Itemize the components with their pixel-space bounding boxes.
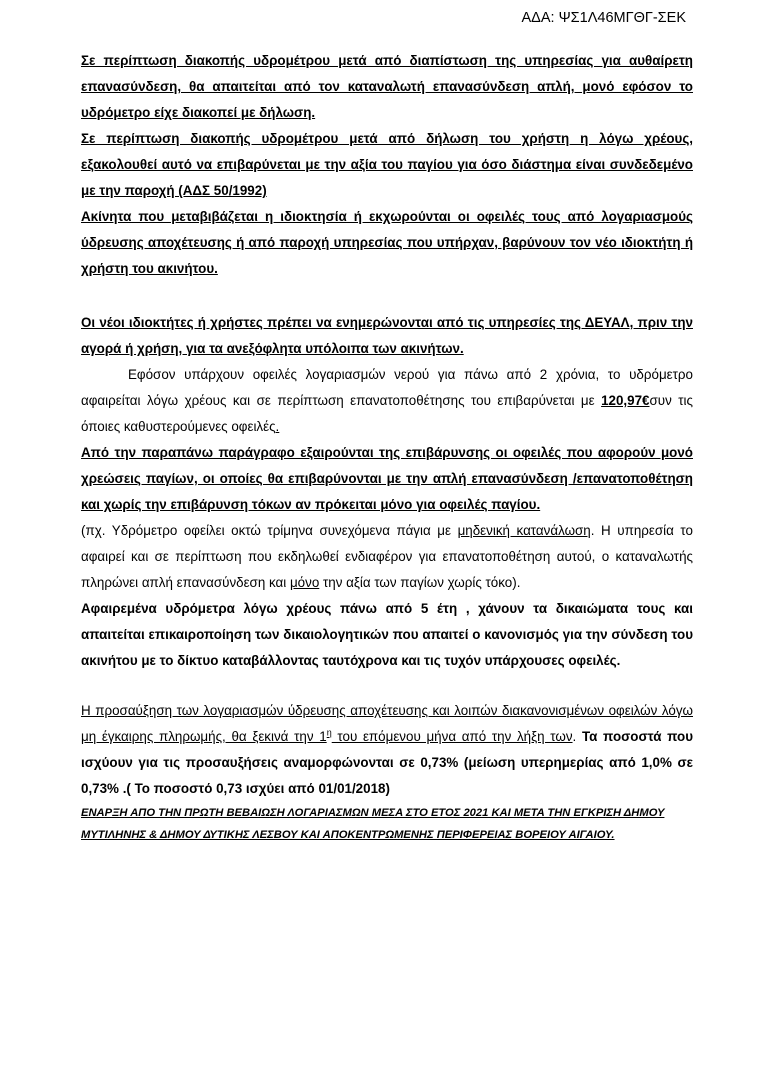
paragraph-property-transfer: Ακίνητα που μεταβιβάζεται η ιδιοκτησία ή εκχωρούνται οι οφειλές τους από λογαριασμούς ύδρευσης αποχέτευσης ή από παροχή υπηρεσίας που υπήρχαν, βαρύνουν τον νέο ιδιοκτήτη ή χρήστη του ακινήτου. xyxy=(81,209,693,276)
paragraph-disconnection-declared: Σε περίπτωση διακοπής υδρομέτρου μετά από δήλωση του χρήστη η λόγω χρέους, εξακολουθεί αυτό να επιβαρύνεται με την αξία του παγίου για όσο διάστημα είναι συνδεδεμένο με την παροχή (ΑΔΣ 50/1992) xyxy=(81,131,693,198)
paragraph-meter-removal xyxy=(81,362,693,440)
spacer xyxy=(81,282,693,310)
example-text-b: . Η υπηρεσία το αφαιρεί και σε περίπτωση που εκδηλωθεί ενδιαφέρον για επανατοποθέτηση αυτού, ο καταναλωτής πληρώνει απλή επανασύνδεση και xyxy=(81,523,693,590)
ada-code: ΑΔΑ: ΨΣ1Λ46ΜΓΘΓ-ΣΕΚ xyxy=(521,10,686,26)
example-zero-consumption: μηδενική κατανάλωση xyxy=(457,523,591,538)
example-text-a: (πχ. Υδρόμετρο οφείλει οκτώ τρίμηνα συνεχόμενα πάγια με xyxy=(81,523,458,538)
surcharge-text-b: του επόμενου μήνα από την λήξη των xyxy=(331,729,573,744)
surcharge-text-c: . xyxy=(572,729,582,744)
spacer xyxy=(81,674,693,698)
surcharge-rates: Τα ποσοστά που ισχύουν για τις προσαυξήσεις αναμορφώνονται σε 0,73% (μείωση υπερημερίας από 1,0% σε 0,73% .( Το ποσοστό 0,73 ισχύει από 01/01/2018) xyxy=(81,729,694,796)
meter-removal-text: Εφόσον υπάρχουν οφειλές λογαριασμών νερού για πάνω από 2 χρόνια, το υδρόμετρο αφαιρείται λόγω χρέους και σε περίπτωση επανατοποθέτησης του επιβαρύνεται με xyxy=(81,367,693,408)
document-body xyxy=(81,48,693,846)
paragraph-start-2021: ΕΝΑΡΞΗ ΑΠΟ ΤΗΝ ΠΡΩΤΗ ΒΕΒΑΙΩΣΗ ΛΟΓΑΡΙΑΣΜΩΝ ΜΕΣΑ ΣΤΟ ΕΤΟΣ 2021 ΚΑΙ ΜΕΤΑ ΤΗΝ ΕΓΚΡΙΣΗ ΔΗΜΟΥ ΜΥΤΙΛΗΝΗΣ & ΔΗΜΟΥ ΔΥΤΙΚΗΣ ΛΕΣΒΟΥ ΚΑΙ ΑΠΟΚΕΝΤΡΩΜΕΝΗΣ ΠΕΡΙΦΕΡΕΙΑΣ ΒΟΡΕΙΟΥ ΑΙΓΑΙΟΥ. xyxy=(81,807,665,841)
meter-removal-text-end: συν τις όποιες καθυστερούμενες οφειλές xyxy=(81,393,693,434)
paragraph-exemption: Από την παραπάνω παράγραφο εξαιρούνται της επιβάρυνσης οι οφειλές που αφορούν μονό χρεώσεις παγίων, οι οποίες θα επιβαρύνονται με την απλή επανασύνδεση /επανατοποθέτηση και χωρίς την επιβάρυνση τόκων αν πρόκειται μόνο για οφειλές παγίου. xyxy=(81,445,693,512)
paragraph-example xyxy=(81,518,693,596)
paragraph-disconnection-unauthorized: Σε περίπτωση διακοπής υδρομέτρου μετά από διαπίστωση της υπηρεσίας για αυθαίρετη επανασύνδεση, θα απαιτείται από τον καταναλωτή επανασύνδεση απλή, μονό εφόσον το υδρόμετρο είχε διακοπεί με δήλωση. xyxy=(81,53,693,120)
reinstallation-amount: 120,97€ xyxy=(601,393,650,408)
meter-removal-period: . xyxy=(275,419,280,434)
example-only: μόνο xyxy=(289,575,320,590)
surcharge-superscript: η xyxy=(326,727,332,738)
paragraph-surcharge xyxy=(81,698,693,802)
surcharge-text-a: Η προσαύξηση των λογαριασμών ύδρευσης αποχέτευσης και λοιπών διακανονισμένων οφειλών λόγω μη έγκαιρης πληρωμής, θα ξεκινά την 1 xyxy=(81,703,693,744)
paragraph-new-owners: Οι νέοι ιδιοκτήτες ή χρήστες πρέπει να ενημερώνονται από τις υπηρεσίες της ΔΕΥΑΛ, πριν την αγορά ή χρήση, για τα ανεξόφλητα υπόλοιπα των ακινήτων. xyxy=(81,315,693,356)
paragraph-removed-meters-5-years: Αφαιρεμένα υδρόμετρα λόγω χρέους πάνω από 5 έτη , χάνουν τα δικαιώματα τους και απαιτείται επικαιροποίηση των δικαιολογητικών που απαιτεί ο κανονισμός για την σύνδεση του ακινήτου με το δίκτυο καταβάλλοντας ταυτόχρονα και τις τυχόν υπάρχουσες οφειλές. xyxy=(81,601,693,668)
example-text-c: την αξία των παγίων χωρίς τόκο). xyxy=(319,575,521,590)
